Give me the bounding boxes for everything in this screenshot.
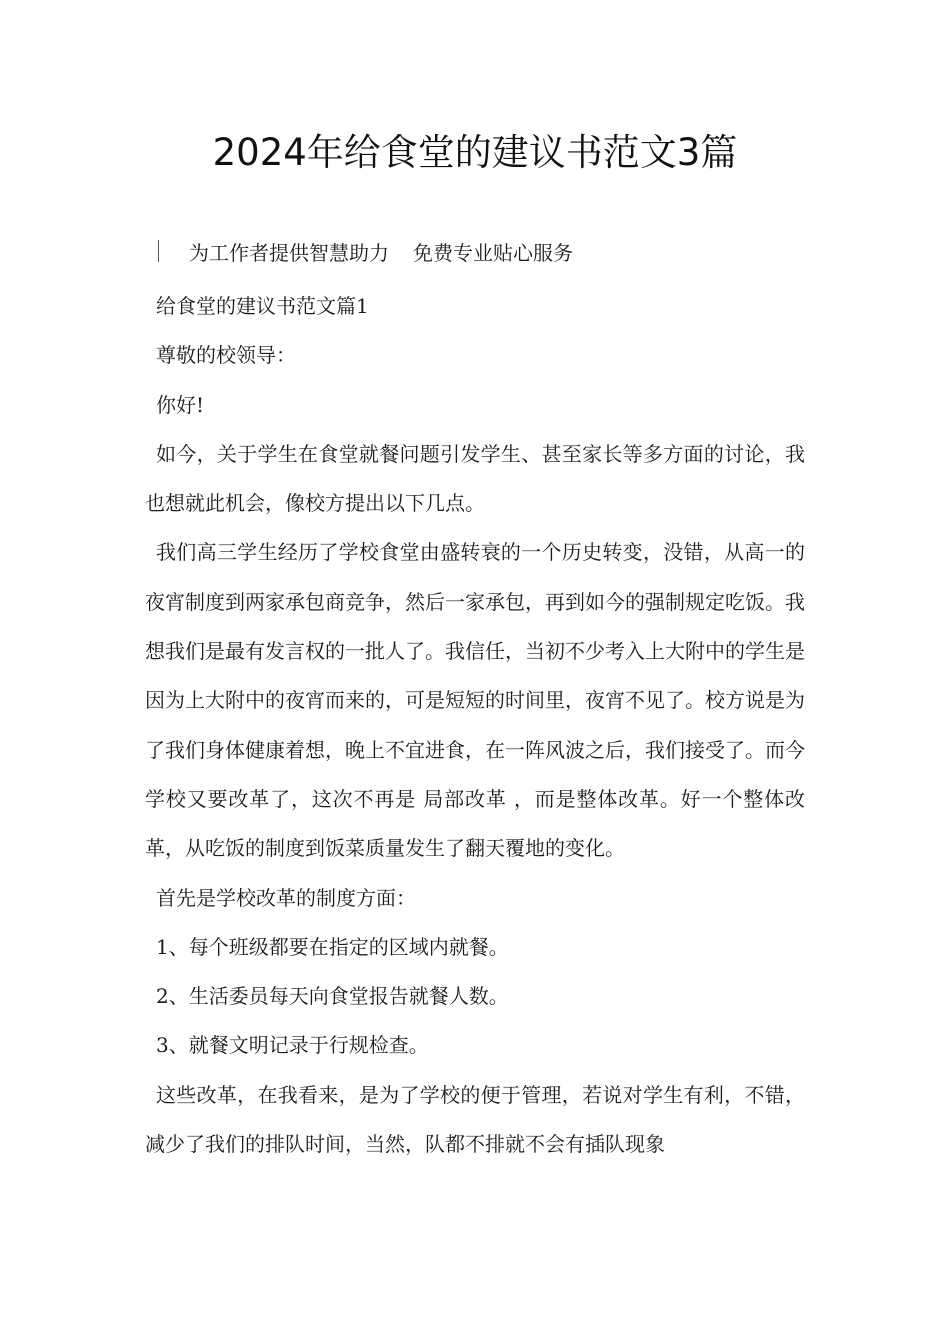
tagline-divider [158,240,159,262]
section-heading: 给食堂的建议书范文篇1 [156,294,369,318]
list-item: 3、就餐文明记录于行规检查。 [156,1033,429,1058]
paragraph: 这些改革，在我看来，是为了学校的便于管理，若说对学生有利，不错，减少了我们的排队时间，当然，队都不排就不会有插队现象 [145,1082,805,1157]
paragraph: 首先是学校改革的制度方面： [156,885,416,910]
tagline [158,236,573,266]
list-item: 2、生活委员每天向食堂报告就餐人数。 [156,984,509,1009]
greeting: 你好! [156,392,205,417]
tagline-part-1: 为工作者提供智慧助力 [189,240,389,265]
document-body [145,282,805,1169]
salutation: 尊敬的校领导： [156,343,296,368]
paragraph: 如今，关于学生在食堂就餐问题引发学生、甚至家长等多方面的讨论，我也想就此机会，像校方提出以下几点。 [145,441,805,516]
tagline-part-2: 免费专业贴心服务 [413,240,573,265]
paragraph: 我们高三学生经历了学校食堂由盛转衰的一个历史转变，没错，从高一的夜宵制度到两家承包商竞争，然后一家承包，再到如今的强制规定吃饭。我想我们是最有发言权的一批人了。我信任，当初不少考入上大附中的学生是因为上大附中的夜宵而来的，可是短短的时间里，夜宵不见了。校方说是为了我们身体健康着想，晚上不宜进食，在一阵风波之后，我们接受了。而今学校又要改革了，这次不再是 局部改革 ，而是整体改革。好一个整体改革，从吃饭的制度到饭菜质量发生了翻天覆地的变化。 [145,540,805,861]
document-title: 2024年给食堂的建议书范文3篇 [212,131,738,174]
list-item: 1、每个班级都要在指定的区域内就餐。 [156,934,509,959]
